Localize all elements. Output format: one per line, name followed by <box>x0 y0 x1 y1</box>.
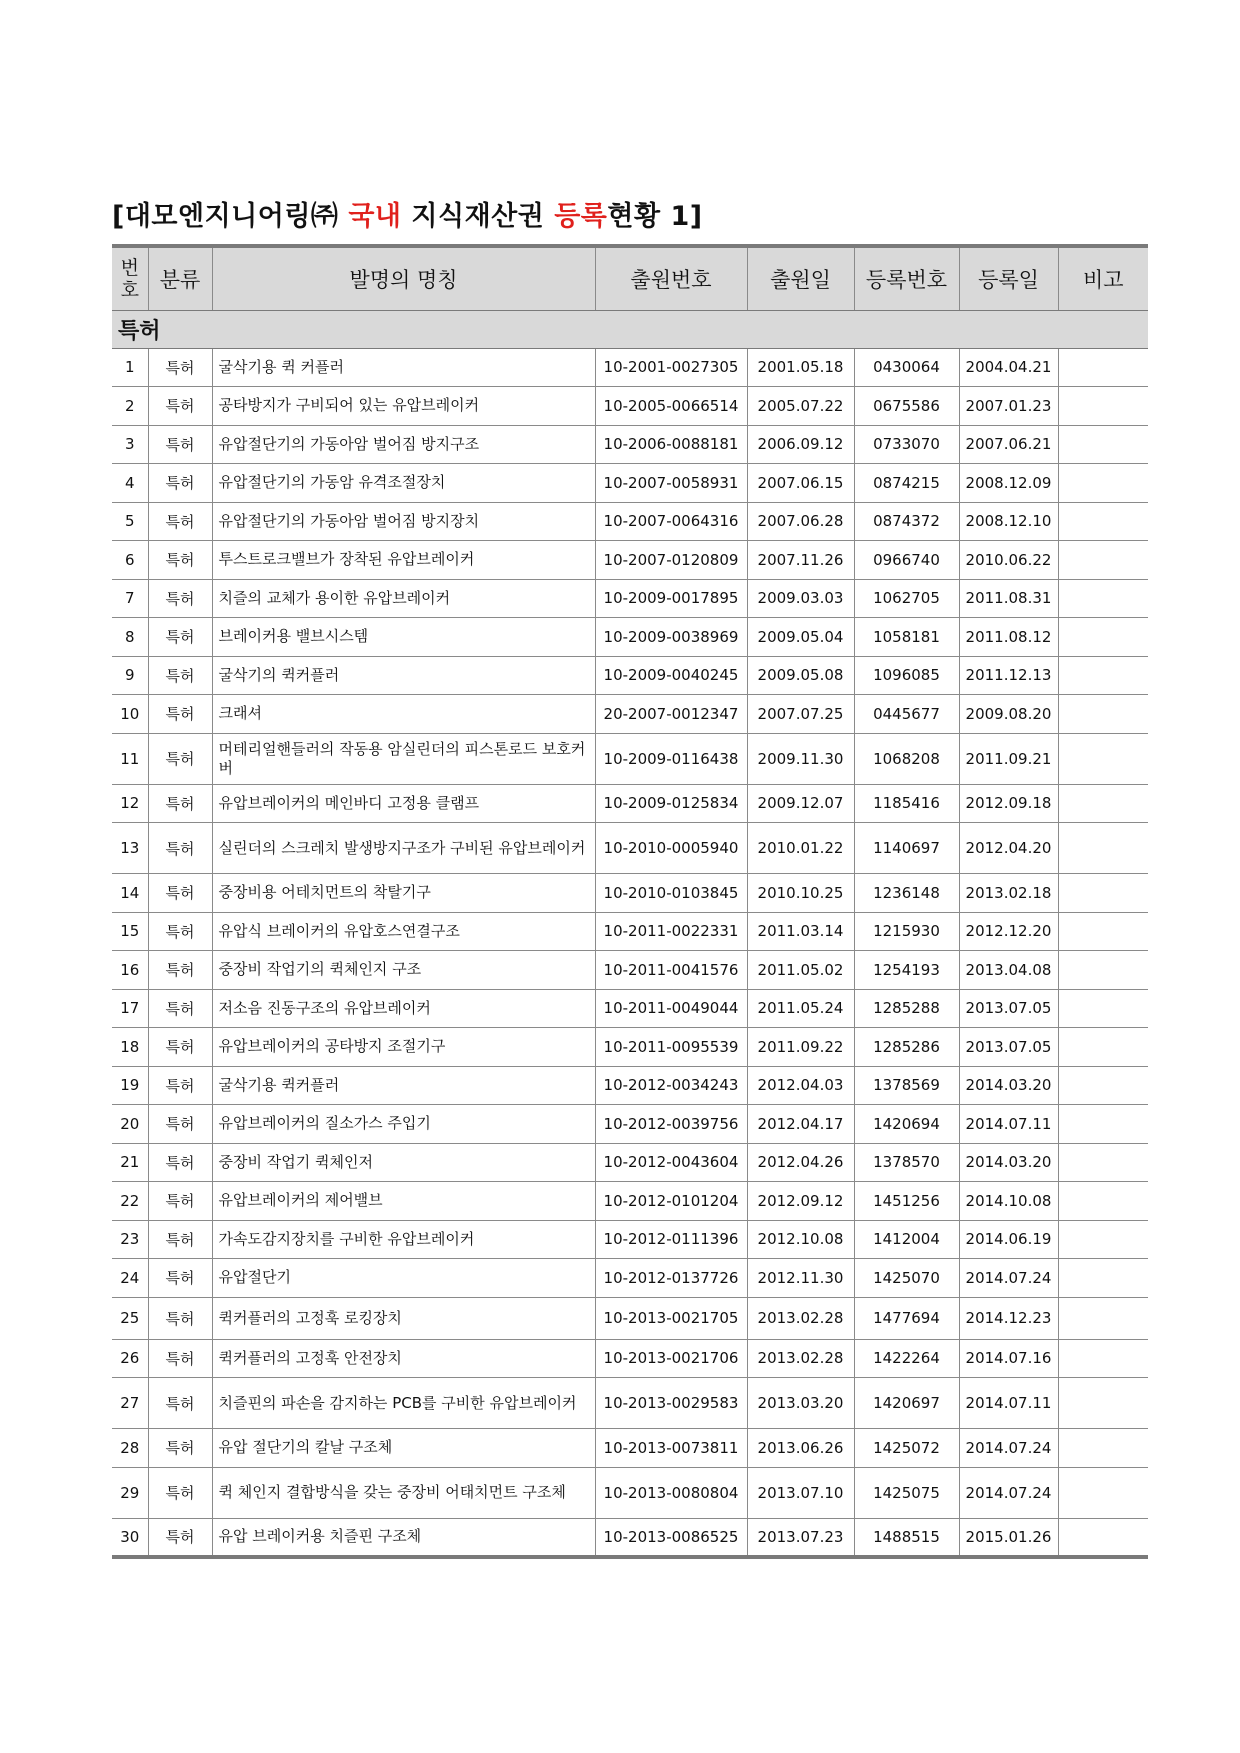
row-remarks <box>1058 695 1148 734</box>
row-registration-date: 2014.07.24 <box>959 1429 1058 1468</box>
row-application-number: 10-2012-0101204 <box>595 1182 747 1221</box>
row-registration-number: 1420697 <box>854 1378 959 1429</box>
row-category: 특허 <box>148 912 212 951</box>
table-row <box>112 1028 1148 1067</box>
table-row <box>112 1378 1148 1429</box>
row-category: 특허 <box>148 1028 212 1067</box>
table-row <box>112 1339 1148 1378</box>
row-registration-number: 1412004 <box>854 1220 959 1259</box>
row-application-date: 2009.11.30 <box>747 733 854 784</box>
row-remarks <box>1058 618 1148 657</box>
row-registration-number: 1420694 <box>854 1105 959 1144</box>
row-remarks <box>1058 1066 1148 1105</box>
row-registration-date: 2007.01.23 <box>959 387 1058 426</box>
table-row <box>112 695 1148 734</box>
row-number: 30 <box>112 1518 148 1557</box>
row-application-number: 10-2011-0095539 <box>595 1028 747 1067</box>
row-category: 특허 <box>148 1378 212 1429</box>
row-registration-number: 1425072 <box>854 1429 959 1468</box>
ip-registration-table <box>112 244 1148 1559</box>
row-application-number: 10-2009-0116438 <box>595 733 747 784</box>
row-category: 특허 <box>148 1429 212 1468</box>
row-registration-number: 1215930 <box>854 912 959 951</box>
row-remarks <box>1058 874 1148 913</box>
row-registration-date: 2013.02.18 <box>959 874 1058 913</box>
row-category: 특허 <box>148 387 212 426</box>
table-row <box>112 1429 1148 1468</box>
row-remarks <box>1058 733 1148 784</box>
row-registration-number: 0445677 <box>854 695 959 734</box>
table-row <box>112 1143 1148 1182</box>
row-registration-date: 2012.12.20 <box>959 912 1058 951</box>
row-category: 특허 <box>148 618 212 657</box>
row-remarks <box>1058 387 1148 426</box>
header-number: 번호 <box>112 246 148 310</box>
header-application-date: 출원일 <box>747 246 854 310</box>
row-application-number: 10-2009-0040245 <box>595 656 747 695</box>
header-application-number: 출원번호 <box>595 246 747 310</box>
row-category: 특허 <box>148 1467 212 1518</box>
row-invention-name: 유압브레이커의 메인바디 고정용 클램프 <box>212 784 595 823</box>
row-invention-name: 투스트로크밸브가 장착된 유압브레이커 <box>212 541 595 580</box>
title-part1: [대모엔지니어링㈜ <box>112 201 349 232</box>
row-registration-date: 2010.06.22 <box>959 541 1058 580</box>
row-application-date: 2007.06.15 <box>747 464 854 503</box>
row-application-date: 2012.11.30 <box>747 1259 854 1298</box>
row-category: 특허 <box>148 1259 212 1298</box>
row-application-date: 2009.05.04 <box>747 618 854 657</box>
header-invention-name: 발명의 명칭 <box>212 246 595 310</box>
row-application-number: 10-2009-0017895 <box>595 579 747 618</box>
row-application-number: 10-2010-0103845 <box>595 874 747 913</box>
row-number: 12 <box>112 784 148 823</box>
row-number: 28 <box>112 1429 148 1468</box>
table-row <box>112 1259 1148 1298</box>
header-category: 분류 <box>148 246 212 310</box>
row-application-date: 2011.05.02 <box>747 951 854 990</box>
row-application-number: 10-2013-0073811 <box>595 1429 747 1468</box>
row-number: 9 <box>112 656 148 695</box>
row-registration-date: 2014.03.20 <box>959 1143 1058 1182</box>
row-remarks <box>1058 1339 1148 1378</box>
row-remarks <box>1058 989 1148 1028</box>
table-row <box>112 733 1148 784</box>
row-application-date: 2011.03.14 <box>747 912 854 951</box>
row-application-date: 2012.04.17 <box>747 1105 854 1144</box>
row-invention-name: 크래셔 <box>212 695 595 734</box>
row-registration-date: 2004.04.21 <box>959 348 1058 387</box>
row-application-date: 2001.05.18 <box>747 348 854 387</box>
row-category: 특허 <box>148 733 212 784</box>
row-registration-date: 2014.12.23 <box>959 1297 1058 1339</box>
row-invention-name: 유압절단기의 가동암 유격조절장치 <box>212 464 595 503</box>
row-application-number: 10-2011-0022331 <box>595 912 747 951</box>
row-registration-number: 1096085 <box>854 656 959 695</box>
row-invention-name: 유압 절단기의 칼날 구조체 <box>212 1429 595 1468</box>
row-category: 특허 <box>148 989 212 1028</box>
row-application-number: 10-2012-0137726 <box>595 1259 747 1298</box>
row-registration-number: 0733070 <box>854 425 959 464</box>
row-registration-number: 1451256 <box>854 1182 959 1221</box>
row-application-date: 2013.03.20 <box>747 1378 854 1429</box>
row-remarks <box>1058 541 1148 580</box>
row-number: 16 <box>112 951 148 990</box>
row-number: 10 <box>112 695 148 734</box>
row-remarks <box>1058 912 1148 951</box>
row-registration-number: 1185416 <box>854 784 959 823</box>
row-application-number: 10-2013-0086525 <box>595 1518 747 1557</box>
table-row <box>112 1105 1148 1144</box>
row-registration-date: 2014.03.20 <box>959 1066 1058 1105</box>
row-application-number: 20-2007-0012347 <box>595 695 747 734</box>
row-application-number: 10-2013-0021705 <box>595 1297 747 1339</box>
row-remarks <box>1058 425 1148 464</box>
row-application-date: 2013.07.23 <box>747 1518 854 1557</box>
row-remarks <box>1058 823 1148 874</box>
row-category: 특허 <box>148 874 212 913</box>
row-application-date: 2012.04.03 <box>747 1066 854 1105</box>
row-registration-date: 2015.01.26 <box>959 1518 1058 1557</box>
row-registration-date: 2014.07.24 <box>959 1467 1058 1518</box>
table-row <box>112 464 1148 503</box>
row-category: 특허 <box>148 1297 212 1339</box>
row-application-number: 10-2009-0038969 <box>595 618 747 657</box>
row-number: 5 <box>112 502 148 541</box>
row-category: 특허 <box>148 464 212 503</box>
table-row <box>112 541 1148 580</box>
row-registration-number: 1422264 <box>854 1339 959 1378</box>
row-number: 18 <box>112 1028 148 1067</box>
row-application-number: 10-2006-0088181 <box>595 425 747 464</box>
row-application-date: 2012.09.12 <box>747 1182 854 1221</box>
row-registration-number: 1062705 <box>854 579 959 618</box>
row-application-date: 2010.01.22 <box>747 823 854 874</box>
row-application-number: 10-2013-0080804 <box>595 1467 747 1518</box>
title-part3: 지식재산권 <box>401 201 555 232</box>
row-invention-name: 중장비용 어테치먼트의 착탈기구 <box>212 874 595 913</box>
row-application-date: 2013.02.28 <box>747 1297 854 1339</box>
row-registration-number: 0874372 <box>854 502 959 541</box>
row-number: 3 <box>112 425 148 464</box>
row-application-date: 2006.09.12 <box>747 425 854 464</box>
row-registration-date: 2013.04.08 <box>959 951 1058 990</box>
row-invention-name: 치즐의 교체가 용이한 유압브레이커 <box>212 579 595 618</box>
row-number: 4 <box>112 464 148 503</box>
row-application-number: 10-2012-0034243 <box>595 1066 747 1105</box>
row-registration-number: 0675586 <box>854 387 959 426</box>
section-row-patent <box>112 310 1148 348</box>
row-category: 특허 <box>148 1105 212 1144</box>
table-row <box>112 1182 1148 1221</box>
row-remarks <box>1058 1028 1148 1067</box>
row-application-number: 10-2007-0058931 <box>595 464 747 503</box>
row-application-date: 2009.05.08 <box>747 656 854 695</box>
row-application-date: 2009.12.07 <box>747 784 854 823</box>
row-remarks <box>1058 1105 1148 1144</box>
table-row <box>112 502 1148 541</box>
row-registration-date: 2008.12.10 <box>959 502 1058 541</box>
row-number: 20 <box>112 1105 148 1144</box>
row-number: 22 <box>112 1182 148 1221</box>
table-row <box>112 1297 1148 1339</box>
row-invention-name: 머테리얼핸들러의 작동용 암실린더의 피스톤로드 보호커버 <box>212 733 595 784</box>
row-registration-date: 2013.07.05 <box>959 989 1058 1028</box>
title-highlight-domestic: 국내 <box>348 201 402 232</box>
row-registration-number: 1285286 <box>854 1028 959 1067</box>
row-remarks <box>1058 1259 1148 1298</box>
title-highlight-registration: 등록 <box>554 201 608 232</box>
row-registration-date: 2009.08.20 <box>959 695 1058 734</box>
row-invention-name: 유압브레이커의 제어밸브 <box>212 1182 595 1221</box>
row-application-date: 2007.07.25 <box>747 695 854 734</box>
row-remarks <box>1058 1297 1148 1339</box>
row-remarks <box>1058 348 1148 387</box>
row-application-number: 10-2012-0111396 <box>595 1220 747 1259</box>
row-application-number: 10-2013-0029583 <box>595 1378 747 1429</box>
row-category: 특허 <box>148 951 212 990</box>
row-category: 특허 <box>148 1220 212 1259</box>
row-registration-number: 1285288 <box>854 989 959 1028</box>
row-application-number: 10-2007-0064316 <box>595 502 747 541</box>
row-registration-number: 0430064 <box>854 348 959 387</box>
table-row <box>112 618 1148 657</box>
row-invention-name: 가속도감지장치를 구비한 유압브레이커 <box>212 1220 595 1259</box>
row-application-number: 10-2012-0043604 <box>595 1143 747 1182</box>
row-application-number: 10-2012-0039756 <box>595 1105 747 1144</box>
row-registration-date: 2011.08.12 <box>959 618 1058 657</box>
row-invention-name: 굴삭기용 퀵 커플러 <box>212 348 595 387</box>
row-number: 7 <box>112 579 148 618</box>
row-number: 23 <box>112 1220 148 1259</box>
row-category: 특허 <box>148 1143 212 1182</box>
row-number: 17 <box>112 989 148 1028</box>
row-number: 13 <box>112 823 148 874</box>
row-registration-number: 1488515 <box>854 1518 959 1557</box>
row-application-date: 2012.04.26 <box>747 1143 854 1182</box>
row-registration-number: 1058181 <box>854 618 959 657</box>
row-registration-number: 0874215 <box>854 464 959 503</box>
row-application-number: 10-2011-0041576 <box>595 951 747 990</box>
row-remarks <box>1058 579 1148 618</box>
row-number: 1 <box>112 348 148 387</box>
row-application-number: 10-2013-0021706 <box>595 1339 747 1378</box>
row-application-number: 10-2001-0027305 <box>595 348 747 387</box>
row-invention-name: 유압 브레이커용 치즐핀 구조체 <box>212 1518 595 1557</box>
row-number: 14 <box>112 874 148 913</box>
row-invention-name: 퀵 체인지 결합방식을 갖는 중장비 어태치먼트 구조체 <box>212 1467 595 1518</box>
table-row <box>112 784 1148 823</box>
row-registration-number: 1425075 <box>854 1467 959 1518</box>
row-invention-name: 저소음 진동구조의 유압브레이커 <box>212 989 595 1028</box>
row-registration-date: 2011.12.13 <box>959 656 1058 695</box>
row-number: 8 <box>112 618 148 657</box>
row-remarks <box>1058 1429 1148 1468</box>
row-registration-number: 1254193 <box>854 951 959 990</box>
row-application-date: 2007.06.28 <box>747 502 854 541</box>
table-header-row <box>112 246 1148 310</box>
header-registration-date: 등록일 <box>959 246 1058 310</box>
row-registration-number: 1425070 <box>854 1259 959 1298</box>
table-row <box>112 874 1148 913</box>
table-row <box>112 348 1148 387</box>
row-category: 특허 <box>148 695 212 734</box>
row-application-date: 2013.02.28 <box>747 1339 854 1378</box>
row-number: 19 <box>112 1066 148 1105</box>
page-title <box>112 194 703 233</box>
row-invention-name: 유압절단기의 가동아암 벌어짐 방지장치 <box>212 502 595 541</box>
row-registration-date: 2014.07.16 <box>959 1339 1058 1378</box>
header-registration-number: 등록번호 <box>854 246 959 310</box>
row-category: 특허 <box>148 1182 212 1221</box>
row-invention-name: 유압브레이커의 공타방지 조절기구 <box>212 1028 595 1067</box>
row-remarks <box>1058 502 1148 541</box>
row-registration-number: 1477694 <box>854 1297 959 1339</box>
row-category: 특허 <box>148 1518 212 1557</box>
row-registration-date: 2012.09.18 <box>959 784 1058 823</box>
row-invention-name: 치즐핀의 파손을 감지하는 PCB를 구비한 유압브레이커 <box>212 1378 595 1429</box>
row-category: 특허 <box>148 502 212 541</box>
row-application-number: 10-2011-0049044 <box>595 989 747 1028</box>
row-remarks <box>1058 1182 1148 1221</box>
row-invention-name: 공타방지가 구비되어 있는 유압브레이커 <box>212 387 595 426</box>
row-category: 특허 <box>148 1066 212 1105</box>
row-registration-date: 2008.12.09 <box>959 464 1058 503</box>
row-registration-date: 2014.07.24 <box>959 1259 1058 1298</box>
row-application-number: 10-2010-0005940 <box>595 823 747 874</box>
row-invention-name: 유압절단기 <box>212 1259 595 1298</box>
row-category: 특허 <box>148 656 212 695</box>
header-remarks: 비고 <box>1058 246 1148 310</box>
row-application-date: 2011.05.24 <box>747 989 854 1028</box>
table-row <box>112 1066 1148 1105</box>
row-remarks <box>1058 464 1148 503</box>
table-row <box>112 1467 1148 1518</box>
row-remarks <box>1058 951 1148 990</box>
table-row <box>112 912 1148 951</box>
row-invention-name: 유압식 브레이커의 유압호스연결구조 <box>212 912 595 951</box>
table-row <box>112 1220 1148 1259</box>
row-application-date: 2010.10.25 <box>747 874 854 913</box>
row-number: 29 <box>112 1467 148 1518</box>
row-number: 25 <box>112 1297 148 1339</box>
row-registration-number: 1378569 <box>854 1066 959 1105</box>
row-registration-date: 2014.07.11 <box>959 1378 1058 1429</box>
row-remarks <box>1058 1378 1148 1429</box>
table-row <box>112 951 1148 990</box>
row-invention-name: 중장비 작업기의 퀵체인지 구조 <box>212 951 595 990</box>
title-part5: 현황 1] <box>607 201 703 232</box>
table-row <box>112 387 1148 426</box>
row-application-number: 10-2007-0120809 <box>595 541 747 580</box>
row-application-date: 2012.10.08 <box>747 1220 854 1259</box>
table-row <box>112 823 1148 874</box>
row-invention-name: 퀵커플러의 고정훅 안전장치 <box>212 1339 595 1378</box>
row-remarks <box>1058 656 1148 695</box>
row-registration-date: 2012.04.20 <box>959 823 1058 874</box>
table-row <box>112 989 1148 1028</box>
row-remarks <box>1058 784 1148 823</box>
row-category: 특허 <box>148 348 212 387</box>
row-invention-name: 중장비 작업기 퀵체인저 <box>212 1143 595 1182</box>
row-application-number: 10-2009-0125834 <box>595 784 747 823</box>
row-invention-name: 브레이커용 밸브시스템 <box>212 618 595 657</box>
row-application-date: 2011.09.22 <box>747 1028 854 1067</box>
row-invention-name: 굴삭기용 퀵커플러 <box>212 1066 595 1105</box>
row-application-number: 10-2005-0066514 <box>595 387 747 426</box>
row-number: 26 <box>112 1339 148 1378</box>
row-application-date: 2005.07.22 <box>747 387 854 426</box>
section-label: 특허 <box>112 310 1148 348</box>
row-remarks <box>1058 1467 1148 1518</box>
row-number: 11 <box>112 733 148 784</box>
row-remarks <box>1058 1143 1148 1182</box>
row-invention-name: 유압절단기의 가동아암 벌어짐 방지구조 <box>212 425 595 464</box>
row-registration-date: 2014.07.11 <box>959 1105 1058 1144</box>
row-category: 특허 <box>148 1339 212 1378</box>
row-category: 특허 <box>148 541 212 580</box>
row-registration-date: 2014.10.08 <box>959 1182 1058 1221</box>
row-invention-name: 실린더의 스크레치 발생방지구조가 구비된 유압브레이커 <box>212 823 595 874</box>
row-invention-name: 퀵커플러의 고정훅 로킹장치 <box>212 1297 595 1339</box>
row-application-date: 2013.06.26 <box>747 1429 854 1468</box>
row-invention-name: 유압브레이커의 질소가스 주입기 <box>212 1105 595 1144</box>
row-category: 특허 <box>148 784 212 823</box>
row-application-date: 2009.03.03 <box>747 579 854 618</box>
row-registration-date: 2013.07.05 <box>959 1028 1058 1067</box>
row-registration-number: 1378570 <box>854 1143 959 1182</box>
table-row <box>112 656 1148 695</box>
row-remarks <box>1058 1220 1148 1259</box>
row-number: 24 <box>112 1259 148 1298</box>
row-registration-date: 2007.06.21 <box>959 425 1058 464</box>
table-row <box>112 579 1148 618</box>
table-row <box>112 1518 1148 1557</box>
row-invention-name: 굴삭기의 퀵커플러 <box>212 656 595 695</box>
row-number: 27 <box>112 1378 148 1429</box>
row-remarks <box>1058 1518 1148 1557</box>
row-number: 2 <box>112 387 148 426</box>
row-category: 특허 <box>148 823 212 874</box>
row-registration-number: 1236148 <box>854 874 959 913</box>
row-category: 특허 <box>148 579 212 618</box>
row-registration-number: 1140697 <box>854 823 959 874</box>
row-number: 6 <box>112 541 148 580</box>
row-registration-number: 1068208 <box>854 733 959 784</box>
row-number: 15 <box>112 912 148 951</box>
row-registration-date: 2011.08.31 <box>959 579 1058 618</box>
row-registration-date: 2011.09.21 <box>959 733 1058 784</box>
row-application-date: 2013.07.10 <box>747 1467 854 1518</box>
row-number: 21 <box>112 1143 148 1182</box>
row-application-date: 2007.11.26 <box>747 541 854 580</box>
row-registration-date: 2014.06.19 <box>959 1220 1058 1259</box>
row-category: 특허 <box>148 425 212 464</box>
table-row <box>112 425 1148 464</box>
row-registration-number: 0966740 <box>854 541 959 580</box>
